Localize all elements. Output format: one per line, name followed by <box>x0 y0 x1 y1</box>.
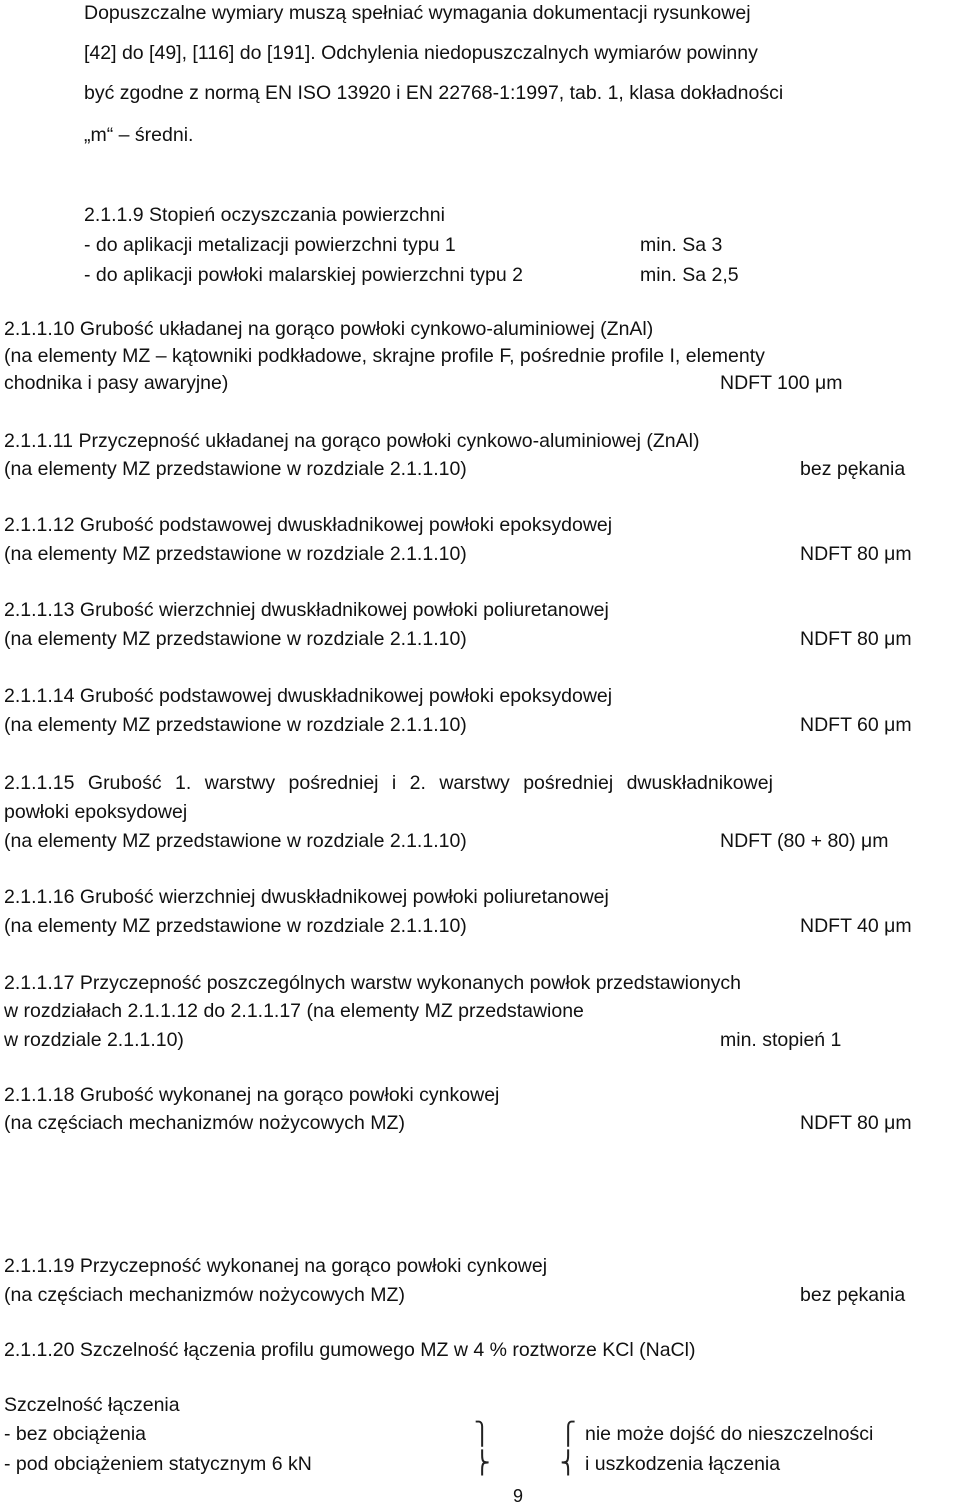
section-17-value: min. stopień 1 <box>720 1029 842 1051</box>
section-14-value: NDFT 60 μm <box>800 714 912 736</box>
section-9-value-2: min. Sa 2,5 <box>640 264 739 286</box>
section-11-title: 2.1.1.11 Przyczepność układanej na gorąco powłoki cynkowo-aluminiowej (ZnAl) <box>4 430 700 452</box>
section-10-line-2: (na elementy MZ – kątowniki podkładowe, skrajne profile F, pośrednie profile I, elementy <box>4 345 765 367</box>
section-17-title: 2.1.1.17 Przyczepność poszczególnych warstw wykonanych powłok przedstawionych <box>4 972 742 994</box>
section-13-line-2: (na elementy MZ przedstawione w rozdziale 2.1.1.10) <box>4 628 467 650</box>
section-10-line-3: chodnika i pasy awaryjne) <box>4 372 229 394</box>
section-15-line-2: powłoki epoksydowej <box>4 801 188 823</box>
section-18-title: 2.1.1.18 Grubość wykonanej na gorąco powłoki cynkowej <box>4 1084 500 1106</box>
section-10-title: 2.1.1.10 Grubość układanej na gorąco powłoki cynkowo-aluminiowej (ZnAl) <box>4 318 654 340</box>
section-16-line-2: (na elementy MZ przedstawione w rozdziale 2.1.1.10) <box>4 915 467 937</box>
intro-line-1: Dopuszczalne wymiary muszą spełniać wymagania dokumentacji rysunkowej <box>84 2 751 24</box>
intro-line-2: [42] do [49], [116] do [191]. Odchylenia niedopuszczalnych wymiarów powinny <box>84 42 758 64</box>
section-14-title: 2.1.1.14 Grubość podstawowej dwuskładnikowej powłoki epoksydowej <box>4 685 613 707</box>
section-10-value: NDFT 100 μm <box>720 372 843 394</box>
tightness-row-1: - bez obciążenia <box>4 1423 147 1445</box>
section-17-line-2: w rozdziałach 2.1.1.12 do 2.1.1.17 (na elementy MZ przedstawione <box>4 1000 584 1022</box>
section-20-title: 2.1.1.20 Szczelność łączenia profilu gumowego MZ w 4 % roztworze KCl (NaCl) <box>4 1339 696 1361</box>
section-9-row-2: - do aplikacji powłoki malarskiej powierzchni typu 2 <box>84 264 523 286</box>
section-9-value-1: min. Sa 3 <box>640 234 723 256</box>
page-number: 9 <box>513 1486 524 1506</box>
tightness-heading: Szczelność łączenia <box>4 1394 180 1416</box>
section-17-line-3: w rozdziale 2.1.1.10) <box>4 1029 184 1051</box>
section-14-line-2: (na elementy MZ przedstawione w rozdziale 2.1.1.10) <box>4 714 467 736</box>
intro-line-3: być zgodne z normą EN ISO 13920 i EN 22768-1:1997, tab. 1, klasa dokładności <box>84 82 784 104</box>
tightness-value-1: nie może dojść do nieszczelności <box>585 1423 874 1445</box>
tightness-value-2: i uszkodzenia łączenia <box>585 1453 781 1475</box>
left-brace-icon: ⎧ ⎨ <box>560 1422 577 1476</box>
section-9-row-1: - do aplikacji metalizacji powierzchni typu 1 <box>84 234 456 256</box>
section-15-title: 2.1.1.15 Grubość 1. warstwy pośredniej i 2. warstwy pośredniej dwuskładnikowej <box>4 772 773 794</box>
intro-line-4: „m“ – średni. <box>84 124 194 146</box>
section-11-line-2: (na elementy MZ przedstawione w rozdziale 2.1.1.10) <box>4 458 467 480</box>
section-16-title: 2.1.1.16 Grubość wierzchniej dwuskładnikowej powłoki poliuretanowej <box>4 886 609 908</box>
section-16-value: NDFT 40 μm <box>800 915 912 937</box>
section-12-title: 2.1.1.12 Grubość podstawowej dwuskładnikowej powłoki epoksydowej <box>4 514 613 536</box>
section-18-line-2: (na częściach mechanizmów nożycowych MZ) <box>4 1112 405 1134</box>
tightness-row-2: - pod obciążeniem statycznym 6 kN <box>4 1453 312 1475</box>
section-12-line-2: (na elementy MZ przedstawione w rozdziale 2.1.1.10) <box>4 543 467 565</box>
section-11-value: bez pękania <box>800 458 906 480</box>
section-19-title: 2.1.1.19 Przyczepność wykonanej na gorąco powłoki cynkowej <box>4 1255 548 1277</box>
section-19-value: bez pękania <box>800 1284 906 1306</box>
section-18-value: NDFT 80 μm <box>800 1112 912 1134</box>
right-brace-icon: ⎫ ⎬ <box>474 1422 491 1476</box>
section-19-line-2: (na częściach mechanizmów nożycowych MZ) <box>4 1284 405 1306</box>
section-15-line-3: (na elementy MZ przedstawione w rozdziale 2.1.1.10) <box>4 830 467 852</box>
section-12-value: NDFT 80 μm <box>800 543 912 565</box>
section-13-title: 2.1.1.13 Grubość wierzchniej dwuskładnikowej powłoki poliuretanowej <box>4 599 609 621</box>
section-9-title: 2.1.1.9 Stopień oczyszczania powierzchni <box>84 204 445 226</box>
section-15-value: NDFT (80 + 80) μm <box>720 830 889 852</box>
section-13-value: NDFT 80 μm <box>800 628 912 650</box>
